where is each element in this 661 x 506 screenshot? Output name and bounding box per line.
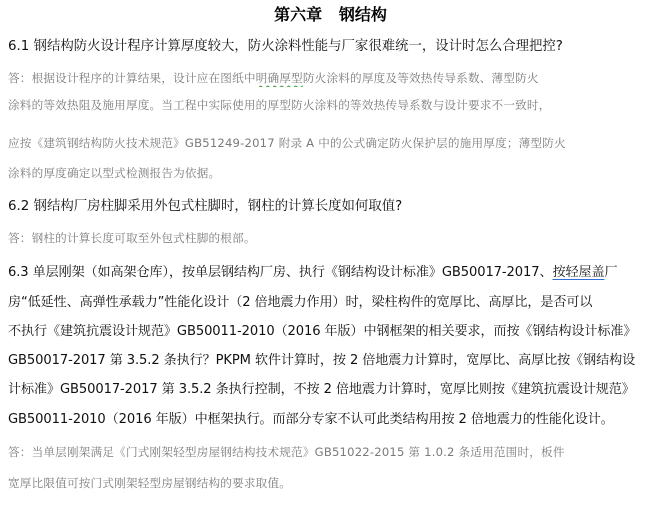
question-text: 房“低延性、高弹性承载力”性能化设计（2 倍地震力作用）时，梁柱构件的宽厚比、高厚比，是否可以 [8,295,593,310]
question-text: GB50017-2017 第 3.5.2 条执行？PKPM 软件计算时，按 2 倍地震力计算时，宽厚比、高厚比按《钢结构设 [8,353,636,368]
question-text: 厂 [604,265,618,280]
answer-text: 防火涂料的厚度及等效热传导系数、薄型防火 [302,71,539,85]
answer-text: 答：根据设计程序的计算结果，设计应在图纸中 [8,71,256,85]
answer-text: 涂料的等效热阻及施用厚度。当工程中实际使用的厚型防火涂料的等效热传导系数与设计要求不一致时， [8,98,551,112]
question-text: 6.1 钢结构防火设计程序计算厚度较大，防火涂料性能与厂家很难统一，设计时怎么合理把控? [8,39,563,54]
question-6-1 [8,37,563,57]
question-text: 计标准》GB50017-2017 第 3.5.2 条执行控制，不按 2 倍地震力计算时，宽厚比则按《建筑抗震设计规范》 [8,382,635,397]
question-6-2 [8,197,402,217]
answer-6-1-line-3 [8,134,566,152]
question-6-3-line-3 [8,322,636,342]
answer-text: 涂料的厚度确定以型式检测报告为依据。 [8,166,221,180]
question-text: GB50011-2010（2016 年版）中框架执行。而部分专家不认可此类结构用按 2 倍地震力的性能化设计。 [8,412,614,427]
question-text: 不执行《建筑抗震设计规范》GB50011-2010（2016 年版）中钢框架的相关要求，而按《钢结构设计标准》 [8,324,637,339]
answer-6-1-line-2 [8,96,551,114]
question-6-3-line-5 [8,380,635,400]
question-6-3-line-1 [8,263,617,283]
question-text: 6.2 钢结构厂房柱脚采用外包式柱脚时，钢柱的计算长度如何取值? [8,199,403,214]
answer-6-2-line-1 [8,229,256,247]
answer-text: 应按《建筑钢结构防火技术规范》GB51249-2017 附录 A 中的公式确定防火保护层的施用厚度；薄型防火 [8,136,566,150]
answer-6-3-line-1 [8,443,565,461]
answer-6-3-line-2 [8,474,291,492]
question-text: 6.3 单层刚架（如高架仓库），按单层钢结构厂房、执行《钢结构设计标准》GB50017-2017、 [8,265,553,280]
question-6-3-line-2 [8,293,592,313]
answer-6-1-line-4 [8,164,220,182]
answer-text: 答：当单层刚架满足《门式刚架轻型房屋钢结构技术规范》GB51022-2015 第 1.0.2 条适用范围时，板件 [8,445,565,459]
answer-text: 答：钢柱的计算长度可取至外包式柱脚的根部。 [8,231,256,245]
spell-marked-text: 按轻屋盖 [552,265,605,280]
answer-text: 宽厚比限值可按门式刚架轻型房屋钢结构的要求取值。 [8,476,292,490]
answer-6-1-line-1 [8,69,539,87]
grammar-marked-text: 明确厚型 [255,71,303,85]
chapter-title: 第六章 钢结构 [274,5,387,24]
question-6-3-line-6 [8,410,614,430]
question-6-3-line-4 [8,351,635,371]
